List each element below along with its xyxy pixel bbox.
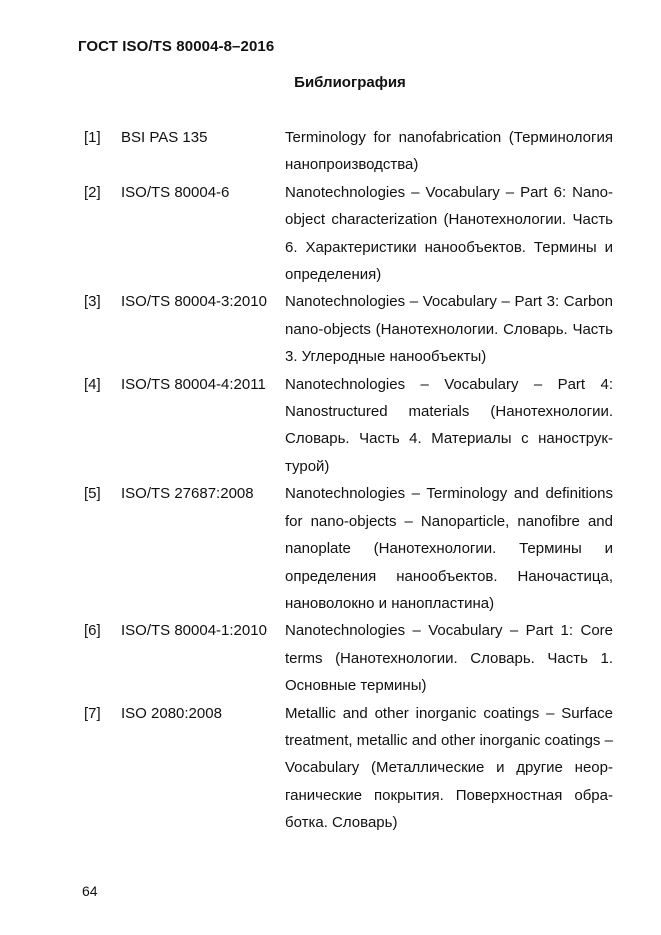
- page-number: 64: [82, 883, 98, 899]
- bibliography-entry: [0, 179, 661, 289]
- bibliography-list: [0, 124, 661, 837]
- bibliography-entry: [0, 371, 661, 481]
- entry-description: Nanotechnologies – Vocabulary – Part 1: Core terms (Нанотехнологии. Словарь. Часть 1. Основные термины): [285, 622, 613, 695]
- entry-number: [1]: [84, 129, 101, 146]
- bibliography-entry: [0, 700, 661, 837]
- entry-number: [7]: [84, 704, 101, 722]
- bibliography-entry: [0, 617, 661, 699]
- section-title: Библиография: [294, 74, 406, 91]
- entry-code: ISO 2080:2008: [121, 704, 222, 722]
- entry-description: Nanotechnologies – Terminology and definitions for nano-objects – Nanoparticle, nanofibre and nanoplate (Нанотехнологии. Термины и определения нанообъектов. Наночастица, нановолокно и нанопластина): [285, 485, 613, 612]
- entry-description: Metallic and other inorganic coatings – Surface treatment, metallic and other inorganic coatings – Vocabulary (Металлические и другие неорганические покрытия. Поверхностная обработка. Словарь): [285, 704, 613, 832]
- entry-description: Nanotechnologies – Vocabulary – Part 6: Nano-object characterization (Нанотехнологии. Часть 6. Характеристики нанообъектов. Термины и определения): [285, 183, 613, 284]
- document-code: ГОСТ ISO/TS 80004-8–2016: [78, 38, 275, 55]
- bibliography-entry: [0, 480, 661, 617]
- entry-code: ISO/TS 80004-6: [121, 183, 230, 201]
- bibliography-entry: [0, 124, 661, 179]
- entry-description: Nanotechnologies – Vocabulary – Part 4: Nanostructured materials (Нанотехнологии. Словарь. Часть 4. Материалы с наноструктурой): [285, 375, 613, 475]
- entry-code: ISO/TS 80004-1:2010: [121, 622, 267, 640]
- entry-number: [2]: [84, 183, 101, 201]
- entry-code: ISO/TS 80004-4:2011: [121, 375, 266, 393]
- entry-number: [3]: [84, 293, 101, 311]
- entry-code: BSI PAS 135: [121, 129, 208, 146]
- entry-description: Terminology for nanofabrication (Терминология нанопроизводства): [285, 129, 613, 174]
- entry-number: [5]: [84, 485, 101, 503]
- bibliography-entry: [0, 288, 661, 370]
- entry-number: [4]: [84, 375, 101, 393]
- entry-code: ISO/TS 27687:2008: [121, 485, 254, 503]
- entry-number: [6]: [84, 622, 101, 640]
- entry-description: Nanotechnologies – Vocabulary – Part 3: Carbon nano-objects (Нанотехнологии. Словарь. Часть 3. Углеродные нанообъекты): [285, 293, 613, 366]
- entry-code: ISO/TS 80004-3:2010: [121, 293, 267, 311]
